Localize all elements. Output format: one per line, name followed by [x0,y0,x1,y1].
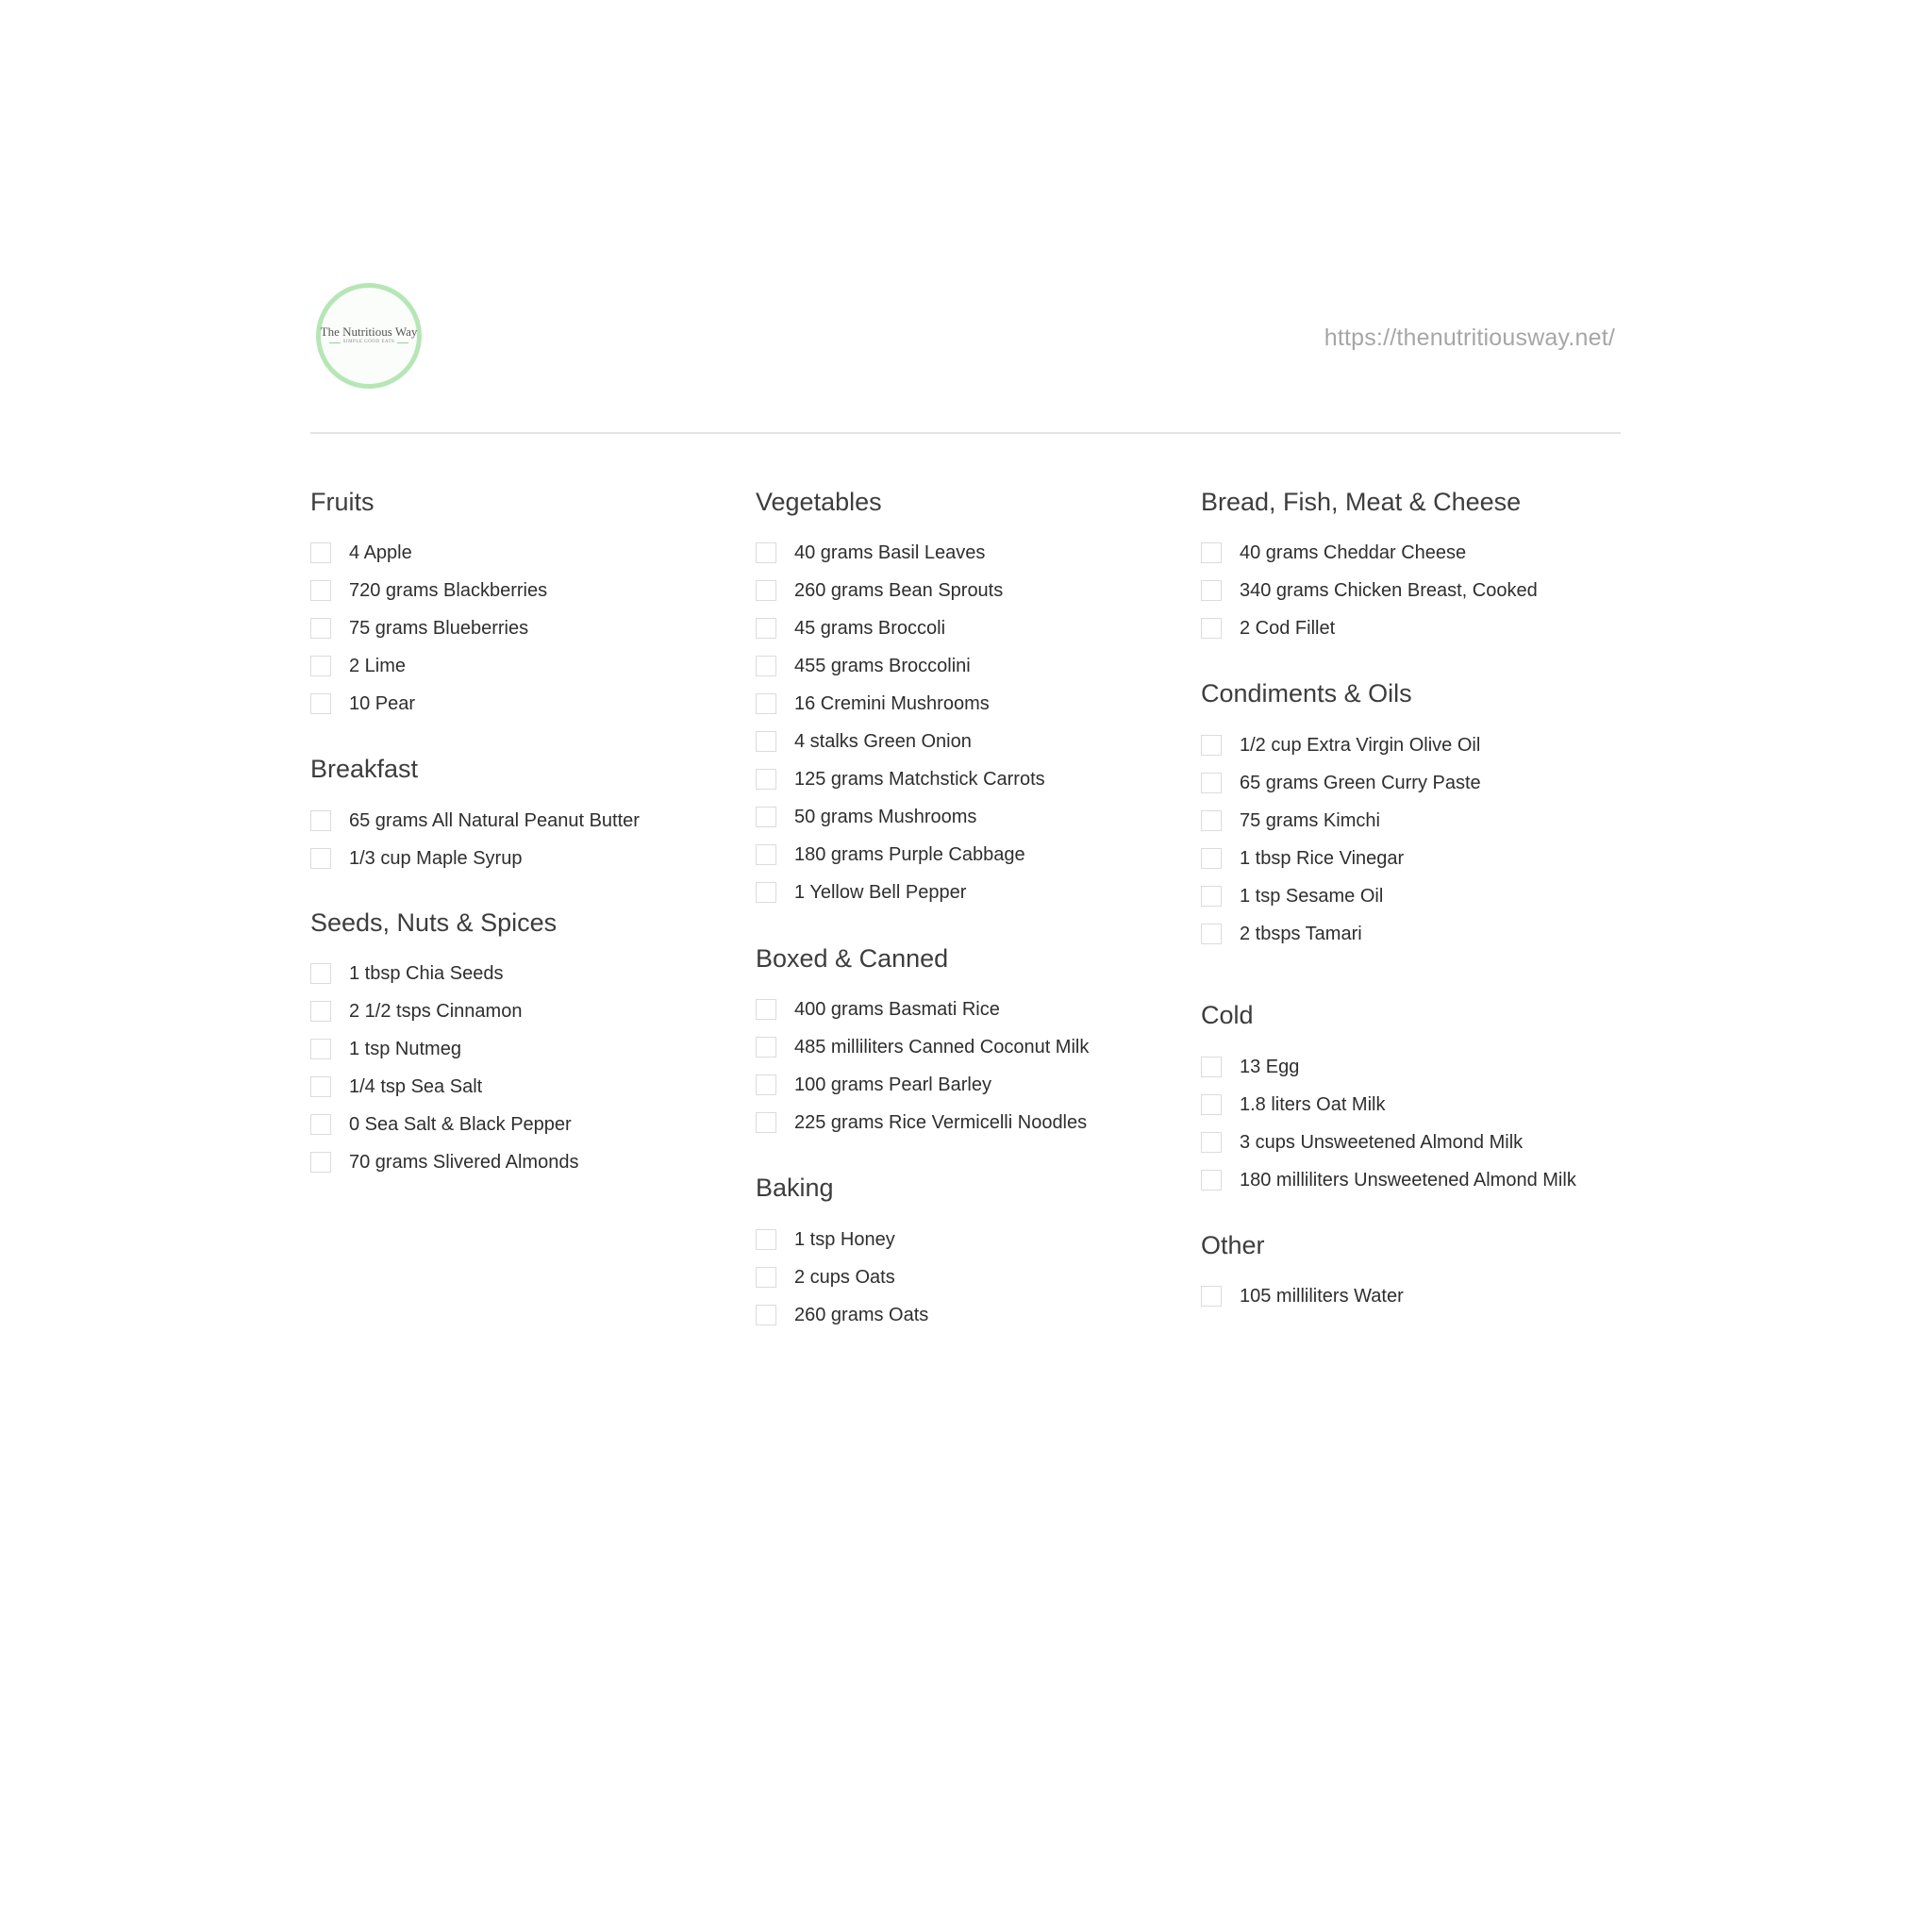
item-label: 100 grams Pearl Barley [794,1074,991,1095]
item-label: 180 milliliters Unsweetened Almond Milk [1240,1169,1576,1191]
item-checkbox[interactable] [310,656,331,676]
logo-subtext-label: SIMPLE GOOD EATS [342,340,395,344]
shopping-list-page [310,281,1621,1325]
list-item[interactable] [756,767,1045,791]
item-label: 1/2 cup Extra Virgin Olive Oil [1240,734,1481,756]
section-title: Condiments & Oils [1201,679,1412,708]
list-item[interactable] [310,808,640,833]
item-checkbox[interactable] [310,1076,331,1097]
item-label: 1 tsp Honey [794,1228,895,1250]
item-label: 1 tsp Sesame Oil [1240,885,1384,907]
item-checkbox[interactable] [756,1112,776,1133]
list-item[interactable] [310,846,522,871]
item-label: 720 grams Blackberries [349,579,548,601]
item-checkbox[interactable] [1201,1057,1222,1077]
list-item[interactable] [1201,846,1404,871]
item-label: 0 Sea Salt & Black Pepper [349,1113,572,1135]
item-checkbox[interactable] [1201,924,1222,944]
list-item[interactable] [756,842,1025,867]
item-label: 1 tbsp Rice Vinegar [1240,847,1405,869]
list-item[interactable] [756,880,966,905]
list-item[interactable] [310,616,528,641]
list-item[interactable] [1201,884,1383,908]
brand-logo [316,283,422,389]
item-checkbox[interactable] [1201,1132,1222,1153]
item-label: 2 Cod Fillet [1240,617,1336,639]
item-checkbox[interactable] [1201,773,1222,793]
item-label: 1 tsp Nutmeg [349,1038,461,1059]
list-item[interactable] [310,654,406,678]
logo-rule-left [329,342,341,343]
item-checkbox[interactable] [310,963,331,984]
list-item[interactable] [756,578,1003,603]
list-item[interactable] [756,616,945,641]
item-checkbox[interactable] [310,848,331,869]
item-checkbox[interactable] [1201,580,1222,601]
item-checkbox[interactable] [756,618,776,639]
item-label: 1.8 liters Oat Milk [1240,1093,1386,1115]
section-title: Baking [756,1174,834,1202]
section-title: Breakfast [310,755,419,783]
item-checkbox[interactable] [756,844,776,865]
item-checkbox[interactable] [1201,618,1222,639]
item-checkbox[interactable] [1201,886,1222,907]
item-label: 75 grams Kimchi [1240,809,1380,831]
list-item[interactable] [1201,733,1480,758]
item-label: 4 stalks Green Onion [794,730,972,752]
item-label: 1 tbsp Chia Seeds [349,962,504,984]
item-checkbox[interactable] [310,693,331,714]
list-item[interactable] [756,1035,1089,1059]
item-checkbox[interactable] [756,1074,776,1095]
section-title: Fruits [310,488,375,516]
list-item[interactable] [310,541,412,565]
item-checkbox[interactable] [1201,542,1222,563]
item-checkbox[interactable] [756,693,776,714]
item-label: 75 grams Blueberries [349,617,529,639]
list-item[interactable] [310,691,415,716]
list-item[interactable] [1201,922,1362,946]
item-checkbox[interactable] [310,1114,331,1135]
item-label: 45 grams Broccoli [794,617,946,639]
item-label: 455 grams Broccolini [794,655,971,676]
item-label: 105 milliliters Water [1240,1285,1404,1307]
item-checkbox[interactable] [310,810,331,831]
item-label: 485 milliliters Canned Coconut Milk [794,1036,1090,1058]
list-item[interactable] [756,654,971,678]
item-label: 1/3 cup Maple Syrup [349,847,523,869]
item-checkbox[interactable] [1201,1094,1222,1115]
item-checkbox[interactable] [310,1039,331,1059]
section-title: Other [1201,1231,1265,1259]
list-item[interactable] [1201,1055,1299,1079]
item-checkbox[interactable] [756,731,776,752]
section-title: Boxed & Canned [756,944,949,973]
list-item[interactable] [310,578,547,603]
list-item[interactable] [310,1112,572,1137]
list-item[interactable] [756,1110,1087,1135]
list-item[interactable] [1201,771,1481,795]
item-checkbox[interactable] [310,580,331,601]
item-checkbox[interactable] [756,580,776,601]
item-checkbox[interactable] [1201,1286,1222,1307]
item-checkbox[interactable] [1201,1170,1222,1191]
item-checkbox[interactable] [756,1229,776,1250]
logo-text: The Nutritious Way [320,325,418,339]
item-label: 2 cups Oats [794,1266,895,1288]
item-checkbox[interactable] [1201,810,1222,831]
item-checkbox[interactable] [756,1037,776,1058]
item-checkbox[interactable] [310,618,331,639]
list-item[interactable] [756,1227,895,1252]
list-item[interactable] [1201,1130,1523,1155]
item-label: 2 Lime [349,655,407,676]
item-checkbox[interactable] [756,882,776,903]
list-item[interactable] [310,1150,578,1174]
list-item[interactable] [310,961,503,986]
item-label: 13 Egg [1240,1056,1300,1077]
item-label: 400 grams Basmati Rice [794,998,1000,1020]
list-item[interactable] [756,997,1000,1022]
item-label: 40 grams Basil Leaves [794,541,986,563]
item-label: 65 grams All Natural Peanut Butter [349,809,640,831]
section-title: Bread, Fish, Meat & Cheese [1201,488,1522,516]
list-item[interactable] [756,805,976,829]
item-label: 3 cups Unsweetened Almond Milk [1240,1131,1524,1153]
item-checkbox[interactable] [756,807,776,827]
item-label: 2 1/2 tsps Cinnamon [349,1000,523,1022]
page-header [310,281,1621,434]
list-item[interactable] [756,1265,895,1290]
item-checkbox[interactable] [756,542,776,563]
ingredient-columns [310,434,1621,1325]
section-title: Cold [1201,1001,1254,1029]
item-label: 260 grams Bean Sprouts [794,579,1004,601]
list-item[interactable] [756,1073,991,1097]
item-checkbox[interactable] [756,1305,776,1325]
item-checkbox[interactable] [310,1152,331,1173]
item-label: 340 grams Chicken Breast, Cooked [1240,579,1538,601]
item-label: 1 Yellow Bell Pepper [794,881,967,903]
item-label: 4 Apple [349,541,412,563]
list-item[interactable] [1201,1284,1404,1308]
list-item[interactable] [756,729,972,754]
logo-subtext [329,339,409,346]
item-label: 225 grams Rice Vermicelli Noodles [794,1111,1088,1133]
list-item[interactable] [756,691,990,716]
list-item[interactable] [1201,808,1380,833]
list-item[interactable] [310,1037,461,1061]
item-label: 16 Cremini Mushrooms [794,692,990,714]
item-checkbox[interactable] [756,656,776,676]
item-label: 1/4 tsp Sea Salt [349,1075,483,1097]
list-item[interactable] [310,999,522,1024]
item-label: 70 grams Slivered Almonds [349,1151,579,1173]
item-label: 50 grams Mushrooms [794,806,977,827]
list-item[interactable] [1201,578,1538,603]
section-title: Vegetables [756,488,882,516]
list-item[interactable] [1201,1092,1385,1117]
list-item[interactable] [1201,541,1466,565]
list-item[interactable] [310,1074,482,1099]
item-checkbox[interactable] [756,999,776,1020]
item-label: 65 grams Green Curry Paste [1240,772,1481,793]
item-checkbox[interactable] [310,542,331,563]
item-checkbox[interactable] [310,1001,331,1022]
logo-rule-right [397,342,408,343]
item-label: 2 tbsps Tamari [1240,923,1362,944]
item-checkbox[interactable] [1201,848,1222,869]
site-url-link[interactable]: https://thenutritiousway.net/ [1324,325,1615,351]
item-checkbox[interactable] [756,1267,776,1288]
item-checkbox[interactable] [1201,735,1222,756]
list-item[interactable] [756,541,985,565]
item-label: 40 grams Cheddar Cheese [1240,541,1467,563]
item-label: 260 grams Oats [794,1304,929,1325]
section-title: Seeds, Nuts & Spices [310,908,558,937]
list-item[interactable] [756,1303,928,1327]
list-item[interactable] [1201,616,1335,641]
item-label: 180 grams Purple Cabbage [794,843,1025,865]
item-label: 125 grams Matchstick Carrots [794,768,1045,790]
item-checkbox[interactable] [756,769,776,790]
list-item[interactable] [1201,1168,1576,1192]
item-label: 10 Pear [349,692,416,714]
